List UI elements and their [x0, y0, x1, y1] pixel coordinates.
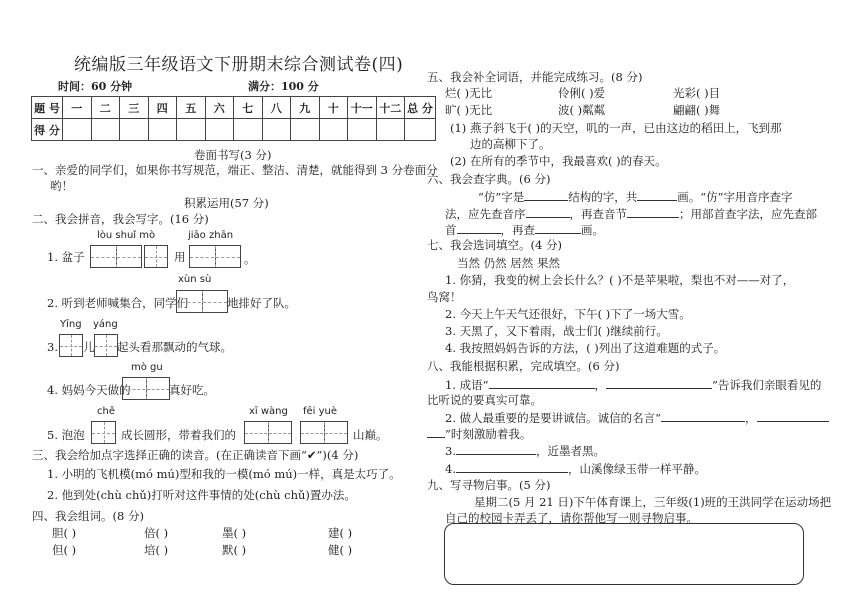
score-header-cell: 二: [91, 97, 120, 119]
section-accumulation: 积累运用(57 分): [184, 196, 269, 210]
q7-item1-cont: 鸟窝！: [427, 290, 462, 304]
word-item: 默( ): [222, 543, 247, 557]
q8-text: 4.: [445, 462, 456, 476]
score-header-cell: 四: [148, 97, 177, 119]
score-header-cell: 十一: [348, 97, 377, 119]
score-header-cell: 八: [262, 97, 291, 119]
answer-blank[interactable]: [456, 443, 536, 455]
q7-item4: 4. 我按照妈妈告诉的方法，( )列出了这道难题的式子。: [445, 341, 726, 355]
char-grid-10[interactable]: [300, 421, 348, 444]
answer-blank[interactable]: [606, 377, 712, 389]
pinyin-4: mò gu: [131, 362, 163, 373]
q8-text: ，: [745, 411, 757, 425]
q6-line3: [445, 222, 604, 237]
q8-text: 1. 成语“: [445, 378, 489, 392]
char-grid-3[interactable]: [189, 245, 241, 268]
answer-blank[interactable]: [456, 461, 568, 473]
answer-blank[interactable]: [757, 410, 829, 422]
word-item: 培( ): [144, 543, 169, 557]
score-entry-cell[interactable]: [234, 119, 263, 141]
q8-text: ”告诉我们亲眼看见的: [712, 378, 822, 392]
q6-text: 法，应先查音序: [445, 207, 526, 221]
q6-text: 画。: [581, 223, 604, 237]
pinyin-3b: yáng: [93, 319, 118, 330]
q6-text: “仿”字是: [478, 190, 525, 204]
q2-line5-b: 成长圆形，带着我们的: [121, 428, 236, 442]
score-header-cell: 七: [234, 97, 263, 119]
q2-heading: 二、我会拼音，我会写字。(16 分): [32, 212, 209, 226]
score-header-cell: 六: [205, 97, 234, 119]
score-entry-cell[interactable]: [319, 119, 348, 141]
word-item: 建( ): [328, 526, 353, 540]
idiom-item: 旷( )无比: [445, 103, 493, 117]
pinyin-3a: Yīng: [60, 319, 82, 330]
q2-line1-c: 。: [244, 252, 256, 266]
score-header-cell: 总 分: [405, 97, 436, 119]
idiom-item: 波( )粼粼: [558, 103, 606, 117]
pinyin-5c: fēi yuè: [303, 406, 338, 417]
score-header-cell: 题 号: [32, 97, 63, 119]
word-item: 倍( ): [144, 526, 169, 540]
score-header-cell: 十: [319, 97, 348, 119]
idiom-item: 光彩( )目: [673, 86, 721, 100]
char-grid-6[interactable]: [94, 334, 118, 357]
idiom-item: 翩翩( )舞: [673, 103, 721, 117]
q6-text: ，再查: [500, 223, 535, 237]
score-header-cell: 九: [291, 97, 320, 119]
q6-text: ，再查音节: [569, 207, 627, 221]
page-title: 统编版三年级语文下册期末综合测试卷(四): [74, 55, 404, 75]
q9-prompt: 星期二(5 月 21 日)下午体育课上，三年级(1)班的王洪同学在运动场把: [474, 495, 832, 509]
answer-blank[interactable]: [457, 222, 501, 234]
score-entry-cell[interactable]: [291, 119, 320, 141]
q2-line4-b: 真好吃。: [169, 383, 215, 397]
word-item: 但( ): [52, 543, 77, 557]
q8-text: ，: [594, 378, 607, 392]
full-score: 满分：100 分: [248, 80, 319, 93]
char-grid-4[interactable]: [176, 290, 228, 313]
q6-heading: 六、我会查字典。(6 分): [427, 172, 551, 186]
answer-blank[interactable]: [427, 426, 445, 438]
section-writing: 卷面书写(3 分): [194, 148, 272, 162]
score-header-cell: 十二: [376, 97, 405, 119]
q6-text: 首: [445, 223, 457, 237]
q5-sentence2: (2) 在所有的季节中，我最喜欢( )的春天。: [450, 154, 667, 168]
char-grid-2[interactable]: [144, 245, 168, 268]
score-entry-cell[interactable]: [120, 119, 149, 141]
q6-text: 画。“仿”字用音序查字: [677, 190, 793, 204]
score-entry-cell[interactable]: [376, 119, 405, 141]
q8-text: 3.: [445, 444, 456, 458]
char-grid-7[interactable]: [122, 377, 170, 400]
pinyin-5b: xī wàng: [249, 406, 288, 417]
q2-line1-b: 用: [174, 250, 186, 264]
q2-line3-c: 起头看那飘动的气球。: [117, 340, 232, 354]
answer-blank[interactable]: [524, 189, 568, 201]
q8-text: 2. 做人最重要的是要讲诚信。诚信的名言“: [445, 411, 662, 425]
q8-item1-cont: 比听说的要真实可靠。: [427, 393, 542, 407]
q9-heading: 九、写寻物启事。(5 分): [427, 478, 551, 492]
char-grid-9[interactable]: [244, 421, 292, 444]
pinyin-2: xùn sù: [178, 274, 212, 285]
q5-sentence1-cont: 边的高柳下了。: [470, 137, 551, 151]
score-header-cell: 三: [120, 97, 149, 119]
q7-options: 当然 仍然 居然 果然: [457, 256, 560, 270]
answer-box[interactable]: [444, 523, 804, 585]
q5-heading: 五、我会补全词语，并能完成练习。(8 分): [427, 70, 643, 84]
score-row-label: 得 分: [32, 119, 63, 141]
q7-item1: 1. 你猜，我变的树上会长什么？( )不是苹果啦，梨也不对——对了，: [445, 273, 795, 287]
q8-heading: 八、我能根据积累，完成填空。(6 分): [427, 359, 620, 373]
q7-item2: 2. 今天上午天气还很好，下午( )下了一场大雪。: [445, 307, 691, 321]
score-entry-cell[interactable]: [262, 119, 291, 141]
answer-blank[interactable]: [526, 206, 570, 218]
q5-sentence1: (1) 燕子斜飞于( )的天空，叽的一声，已由这边的稻田上，飞到那: [450, 121, 782, 135]
char-grid-5[interactable]: [59, 334, 83, 357]
answer-blank[interactable]: [661, 410, 745, 422]
score-entry-cell[interactable]: [405, 119, 436, 141]
word-item: 健( ): [328, 543, 353, 557]
q8-item3: [445, 443, 605, 458]
q6-line1: [478, 189, 793, 204]
q6-line2: [445, 206, 817, 221]
score-entry-cell[interactable]: [348, 119, 377, 141]
q6-text: 结构的字，共: [568, 190, 638, 204]
q7-item3: 3. 天黑了，又下着雨，战士们( )继续前行。: [445, 324, 668, 338]
answer-blank[interactable]: [627, 206, 679, 218]
q8-item1: [445, 377, 821, 392]
score-entry-cell[interactable]: [91, 119, 120, 141]
score-header-cell: 五: [177, 97, 206, 119]
q2-line3-a: 3.: [47, 340, 58, 354]
q6-text: ；用部首查字法，应先查部: [679, 207, 817, 221]
score-entry-cell[interactable]: [205, 119, 234, 141]
time-limit: 时间：60 分钟: [58, 80, 133, 93]
q4-heading: 四、我会组词。(8 分): [32, 509, 144, 523]
word-item: 胆( ): [52, 526, 77, 540]
q2-line3-b: 儿: [83, 340, 95, 354]
q8-text: ，山溪像绿玉带一样平静。: [567, 462, 706, 476]
q8-text: ，近墨者黑。: [535, 444, 605, 458]
idiom-item: 伶俐( )爱: [558, 86, 606, 100]
q2-line5-c: 山巅。: [353, 428, 388, 442]
q3-heading: 三、我会给加点字选择正确的读音。(在正确读音下画“✔”)(4 分): [32, 448, 359, 462]
score-entry-cell[interactable]: [177, 119, 206, 141]
q2-line2-a: 2. 听到老师喊集合，同学们: [47, 296, 189, 310]
q1-text: 一、亲爱的同学们，如果你书写规范，端正、整洁、清楚，就能得到 3 分卷面分: [32, 163, 438, 177]
q7-heading: 七、我会选词填空。(4 分): [427, 238, 562, 252]
word-item: 墨( ): [222, 526, 247, 540]
score-entry-cell[interactable]: [148, 119, 177, 141]
idiom-item: 烂( )无比: [445, 86, 493, 100]
q8-item2: [445, 410, 829, 425]
q8-item2-cont: [427, 426, 531, 441]
q9-prompt-cont: 自己的校园卡弄丢了，请你帮他写一则寻物启事。: [445, 511, 698, 525]
q8-text: ”时刻激励着我。: [445, 427, 532, 441]
char-grid-1[interactable]: [90, 245, 142, 268]
score-entry-cell[interactable]: [63, 119, 92, 141]
pinyin-1: lòu shuǐ mò: [97, 230, 156, 241]
pinyin-5a: chě: [97, 406, 115, 417]
q3-line1: 1. 小明的飞机模(mó mú)型和我的一模(mó mú)一样，真是太巧了。: [47, 467, 401, 481]
q2-line5-a: 5. 泡泡: [47, 428, 85, 442]
score-table: [31, 96, 436, 141]
q2-line2-b: 地排好了队。: [227, 296, 296, 310]
q1-text-cont: 哟！: [50, 179, 73, 193]
answer-blank[interactable]: [637, 189, 677, 201]
q2-line1-a: 1. 盆子: [47, 250, 85, 264]
q8-item4: [445, 461, 706, 476]
score-header-cell: 一: [63, 97, 92, 119]
answer-blank[interactable]: [489, 377, 595, 389]
char-grid-8[interactable]: [91, 421, 116, 444]
pinyin-1b: jiāo zhān: [188, 230, 234, 241]
q2-line4-a: 4. 妈妈今天做的: [47, 383, 131, 397]
answer-blank[interactable]: [535, 222, 581, 234]
q3-line2: 2. 他到处(chù chǔ)打听对这件事情的处(chù chǔ)置办法。: [47, 488, 356, 502]
